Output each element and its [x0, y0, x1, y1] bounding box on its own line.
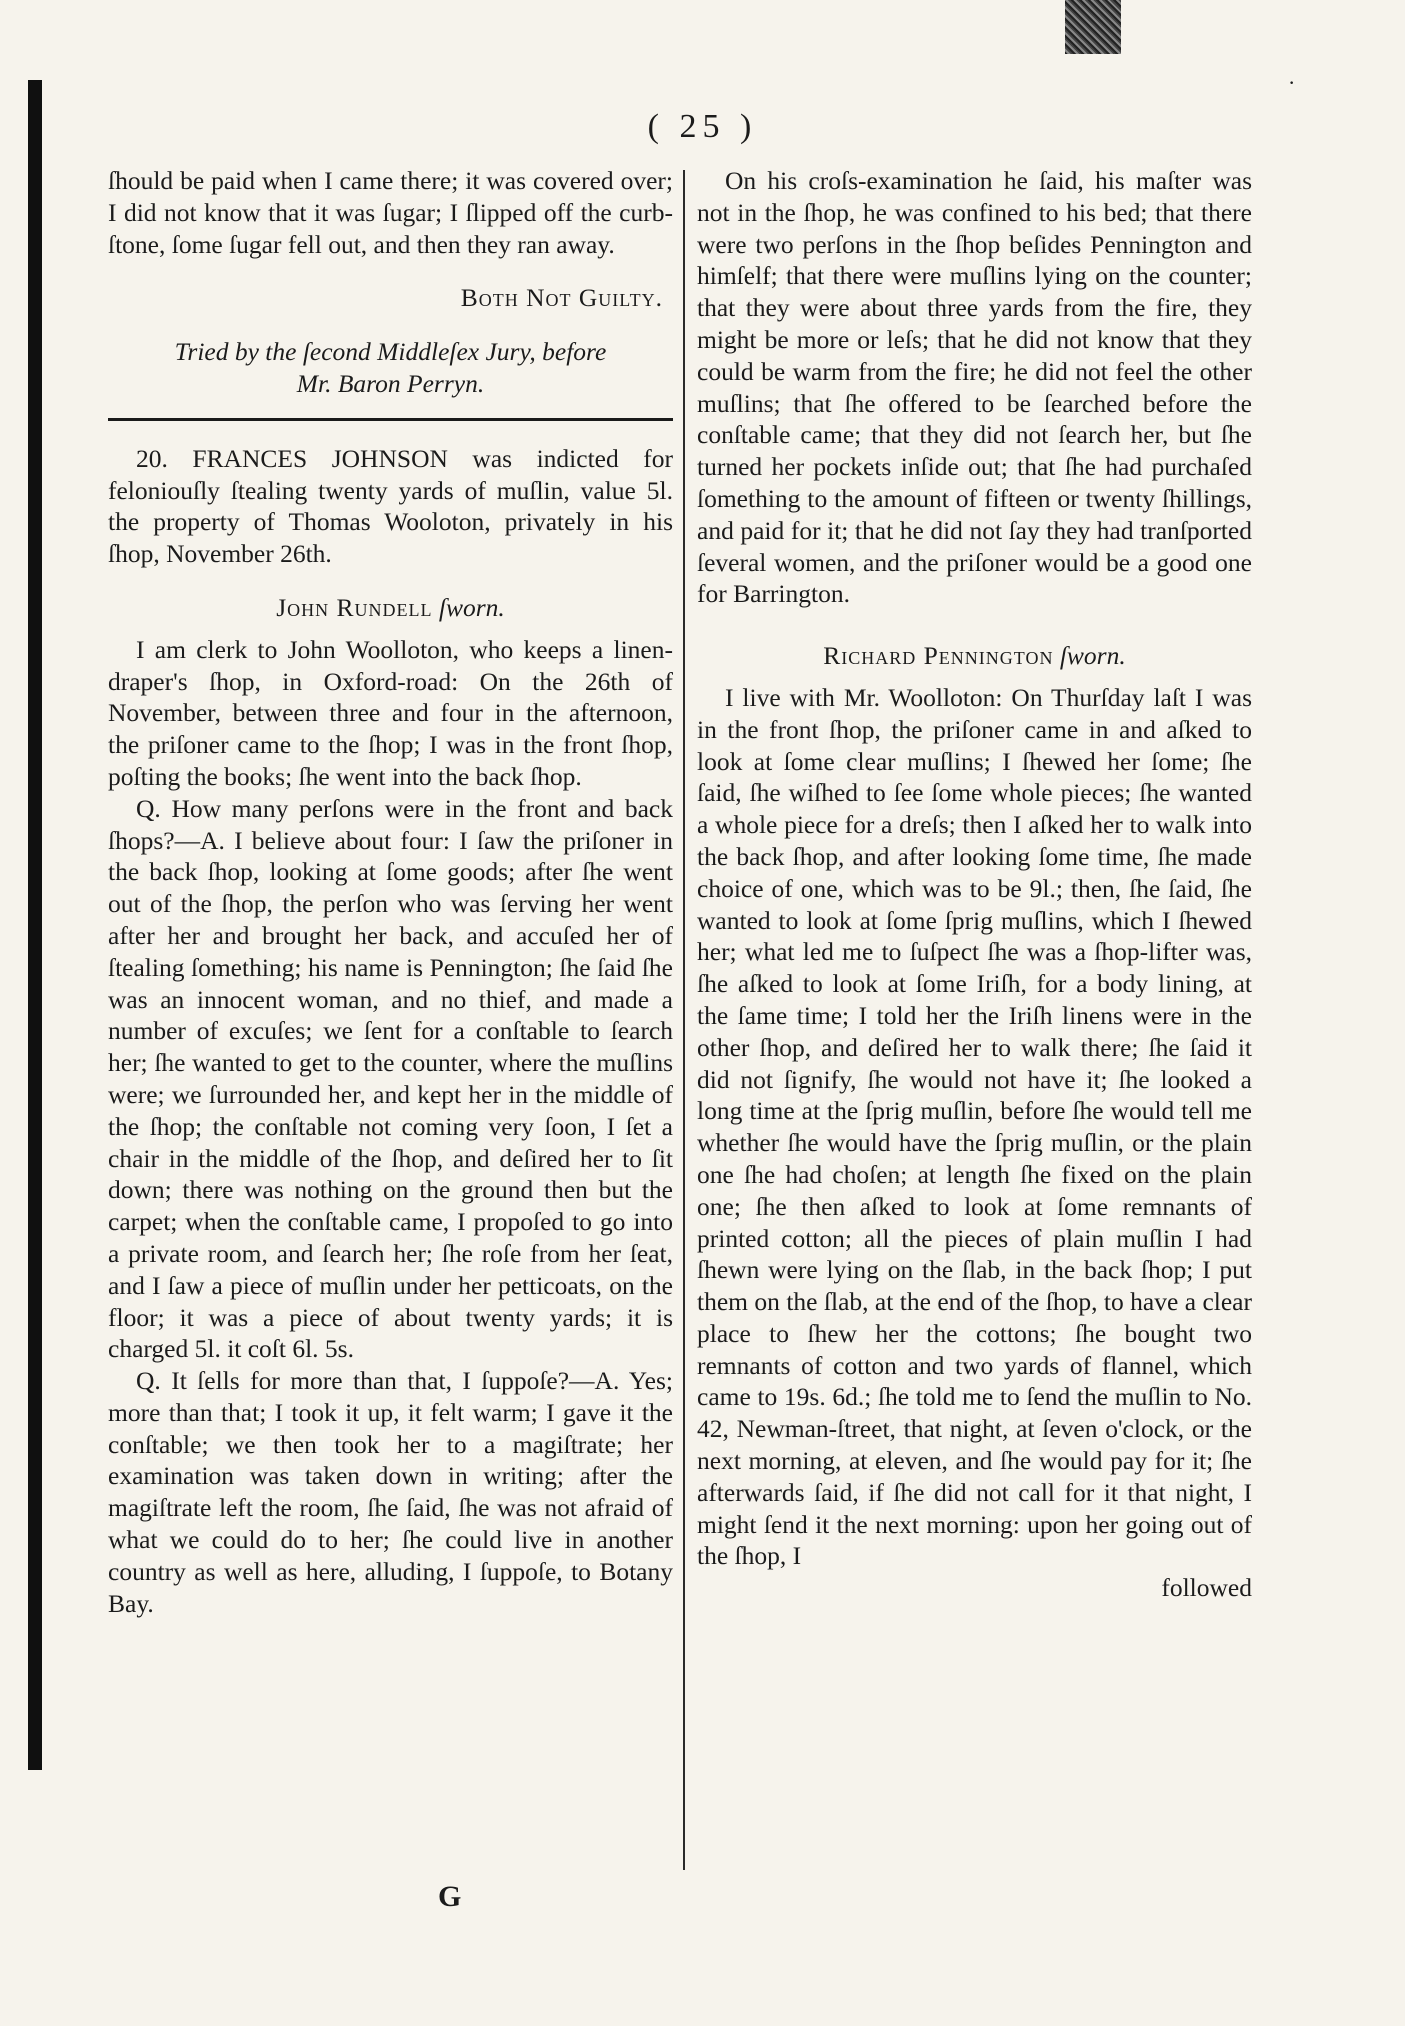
ink-mark: ·: [1288, 70, 1296, 95]
witness-name: Richard Pennington: [823, 641, 1054, 671]
witness-heading: [108, 592, 673, 624]
trial-note: Tried by the ſecond Middleſex Jury, before: [174, 337, 607, 367]
trial-note-judge: Mr. Baron Perryn.: [296, 368, 485, 398]
witness-heading: [697, 640, 1252, 672]
witness-sworn: ſworn.: [1059, 641, 1126, 671]
question-answer: Q. It ſells for more than that, I ſuppoſe?—A. Yes; more than that; I took it up, it felt warm; I gave it the conſtable; we then took her to a magiſtrate; her examination was taken down in writing; after the magiſtrate left the room, ſhe ſaid, ſhe was not afraid of what we could do to her; ſhe could live in another country as well as here, alluding, I ſuppoſe, to Botany Bay.: [108, 1366, 673, 1618]
column-divider: [683, 170, 685, 1870]
case-intro: 20. FRANCES JOHNSON was indicted for feloniouſly ſtealing twenty yards of muſlin, value 5l. the property of Thomas Wooloton, privately in his ſhop, November 26th.: [108, 443, 673, 569]
witness-sworn: ſworn.: [438, 592, 505, 622]
left-column: [108, 165, 673, 1619]
scan-artifact: [1065, 0, 1121, 54]
verdict: Both Not Guilty.: [460, 283, 663, 313]
catchword: followed: [1161, 1573, 1252, 1603]
right-column: [697, 165, 1252, 1604]
question-answer: Q. How many perſons were in the front and back ſhops?—A. I believe about four: I ſaw the priſoner in the back ſhop, looking at ſome goods; after ſhe went out of the ſhop, the perſon who was ſerving her went after her and brought her back, and accuſed her of ſtealing ſomething; his name is Pennington; ſhe ſaid ſhe was an innocent woman, and no thief, and made a number of excuſes; we ſent for a conſtable to ſearch her; ſhe wanted to get to the counter, where the muſlins were; we ſurrounded her, and kept her in the middle of the ſhop; the conſtable not coming very ſoon, I ſet a chair in the middle of the ſhop, and deſired her to ſit down; there was nothing on the ground then but the carpet; when the conſtable came, I propoſed to go into a private room, and ſearch her; ſhe roſe from her ſeat, and I ſaw a piece of muſlin under her petticoats, on the floor; it was a piece of about twenty yards; it is charged 5l. it coſt 6l. 5s.: [108, 793, 673, 1364]
witness-name: John Rundell: [276, 592, 433, 622]
testimony-paragraph: I am clerk to John Woolloton, who keeps a linen-draper's ſhop, in Oxford-road: On the 26th of November, between three and four in the afternoon, the priſoner came to the ſhop; I was in the front ſhop, poſting the books; ſhe went into the back ſhop.: [108, 634, 673, 791]
testimony-paragraph: I live with Mr. Woolloton: On Thurſday laſt I was in the front ſhop, the priſoner came in and aſked to look at ſome clear muſlins; I ſhewed her ſome; ſhe ſaid, ſhe wiſhed to ſee ſome whole pieces; ſhe wanted a whole piece for a dreſs; then I aſked her to walk into the back ſhop, and after looking ſome time, ſhe made choice of one, which was to be 9l.; then, ſhe ſaid, ſhe wanted to look at ſome ſprig muſlins, which I ſhewed her; what led me to ſuſpect ſhe was a ſhop-lifter was, ſhe aſked to look at ſome Iriſh, for a body lining, at the ſame time; I told her the Iriſh linens were in the other ſhop, and deſired her to walk there; ſhe ſaid it did not ſignify, ſhe would not have it; ſhe looked a long time at the ſprig muſlin, before ſhe would tell me whether ſhe would have the ſprig muſlin, or the plain one ſhe had choſen; at length ſhe fixed on the plain one; ſhe then aſked to look at ſome remnants of printed cotton; all the pieces of plain muſlin I had ſhewn were lying on the ſlab, in the back ſhop; I put them on the ſlab, at the end of the ſhop, to have a clear place to ſhew her the cottons; ſhe bought two remnants of cotton and two yards of flannel, which came to 19s. 6d.; ſhe told me to ſend the muſlin to No. 42, Newman-ſtreet, that night, at ſeven o'clock, or the next morning, at eleven, and ſhe would pay for it; ſhe afterwards ſaid, if ſhe did not call for it that night, I might ſend it the next morning: upon her going out of the ſhop, I: [697, 682, 1252, 1571]
section-rule: [108, 418, 673, 421]
paragraph: ſhould be paid when I came there; it was covered over; I did not know that it was ſugar; I ſlipped off the curb-ſtone, ſome ſugar fell out, and then they ran away.: [108, 166, 673, 259]
cross-examination: On his croſs-examination he ſaid, his maſter was not in the ſhop, he was confined to his bed; that there were two perſons in the ſhop beſides Pennington and himſelf; that there were muſlins lying on the counter; that they were about three yards from the fire, they might be more or leſs; that he did not know that they could be warm from the fire; he did not feel the other muſlins; that ſhe offered to be ſearched before the conſtable came; that they did not ſearch her, but ſhe turned her pockets inſide out; that ſhe had purchaſed ſomething to the amount of fifteen or twenty ſhillings, and paid for it; that he did not ſay they had tranſported ſeveral women, and the priſoner would be a good one for Barrington.: [697, 166, 1252, 609]
page-number: ( 25 ): [647, 108, 758, 145]
signature-mark: G: [438, 1880, 462, 1913]
scan-edge-shadow: [28, 80, 42, 1770]
